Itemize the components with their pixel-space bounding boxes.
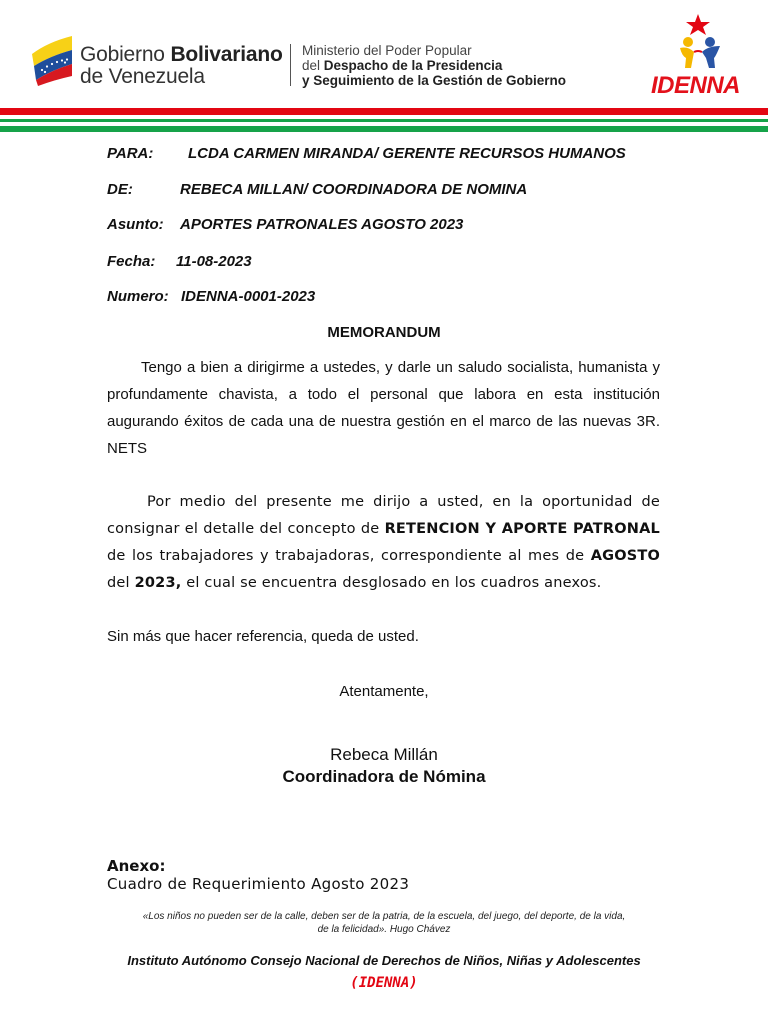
field-de-value: REBECA MILLAN/ COORDINADORA DE NOMINA <box>180 181 528 198</box>
field-fecha <box>107 253 252 270</box>
field-de-label: DE: <box>107 181 133 198</box>
field-asunto <box>107 216 463 233</box>
annex-item: Cuadro de Requerimiento Agosto 2023 <box>107 875 410 893</box>
field-numero-label: Numero: <box>107 288 169 305</box>
header-stripe-red <box>0 108 768 115</box>
header-stripe-green <box>0 126 768 132</box>
field-para-label: PARA: <box>107 145 154 162</box>
field-para <box>107 145 626 162</box>
footer-quote: «Los niños no pueden ser de la calle, deben ser de la patria, de la escuela, del juego, del deporte, de la vida, de la felicidad». Hugo Chávez <box>142 911 626 935</box>
closing-line: Sin más que hacer referencia, queda de usted. <box>107 628 419 645</box>
idenna-star-children-icon <box>672 12 728 74</box>
memo-title: MEMORANDUM <box>327 324 441 341</box>
annex-label: Anexo: <box>107 857 166 875</box>
field-para-value: LCDA CARMEN MIRANDA/ GERENTE RECURSOS HUMANOS <box>188 145 626 162</box>
ministry-name: Ministerio del Poder Popular del Despacho de la Presidencia y Seguimiento de la Gestión de Gobierno <box>302 43 567 88</box>
header-divider <box>290 44 291 86</box>
field-fecha-label: Fecha: <box>107 253 156 270</box>
footer-institute: Instituto Autónomo Consejo Nacional de Derechos de Niños, Niñas y Adolescentes <box>127 953 641 968</box>
signatory-name: Rebeca Millán <box>330 745 438 764</box>
field-numero-value: IDENNA-0001-2023 <box>181 288 316 305</box>
footer-institute-abbr: (IDENNA) <box>350 975 418 991</box>
field-numero <box>107 288 315 305</box>
field-fecha-value: 11-08-2023 <box>176 253 252 270</box>
salutation: Atentamente, <box>339 683 429 700</box>
field-asunto-label: Asunto: <box>107 216 164 233</box>
body-paragraph-2: Por medio del presente me dirijo a usted, en la oportunidad de consignar el detalle del concepto de RETENCION Y APORTE PATRONAL de los trabajadores y trabajadoras, correspondiente al mes de AGOSTO del 2023, el cual se encuentra desglosado en los cuadros anexos. <box>107 494 660 591</box>
field-de <box>107 181 527 198</box>
header-stripe-green-thin <box>0 119 768 122</box>
venezuela-flag-icon <box>28 34 76 86</box>
government-name: Gobierno Bolivariano de Venezuela <box>80 43 283 88</box>
signatory-title: Coordinadora de Nómina <box>282 767 486 786</box>
idenna-logo-text: IDENNA <box>651 72 741 99</box>
field-asunto-value: APORTES PATRONALES AGOSTO 2023 <box>180 216 464 233</box>
body-paragraph-1: Tengo a bien a dirigirme a ustedes, y darle un saludo socialista, humanista y profundamente chavista, a todo el personal que labora en esta institución augurando éxitos de cada una de nuestra gestión en el marco de las nuevas 3R. NETS <box>107 359 660 457</box>
